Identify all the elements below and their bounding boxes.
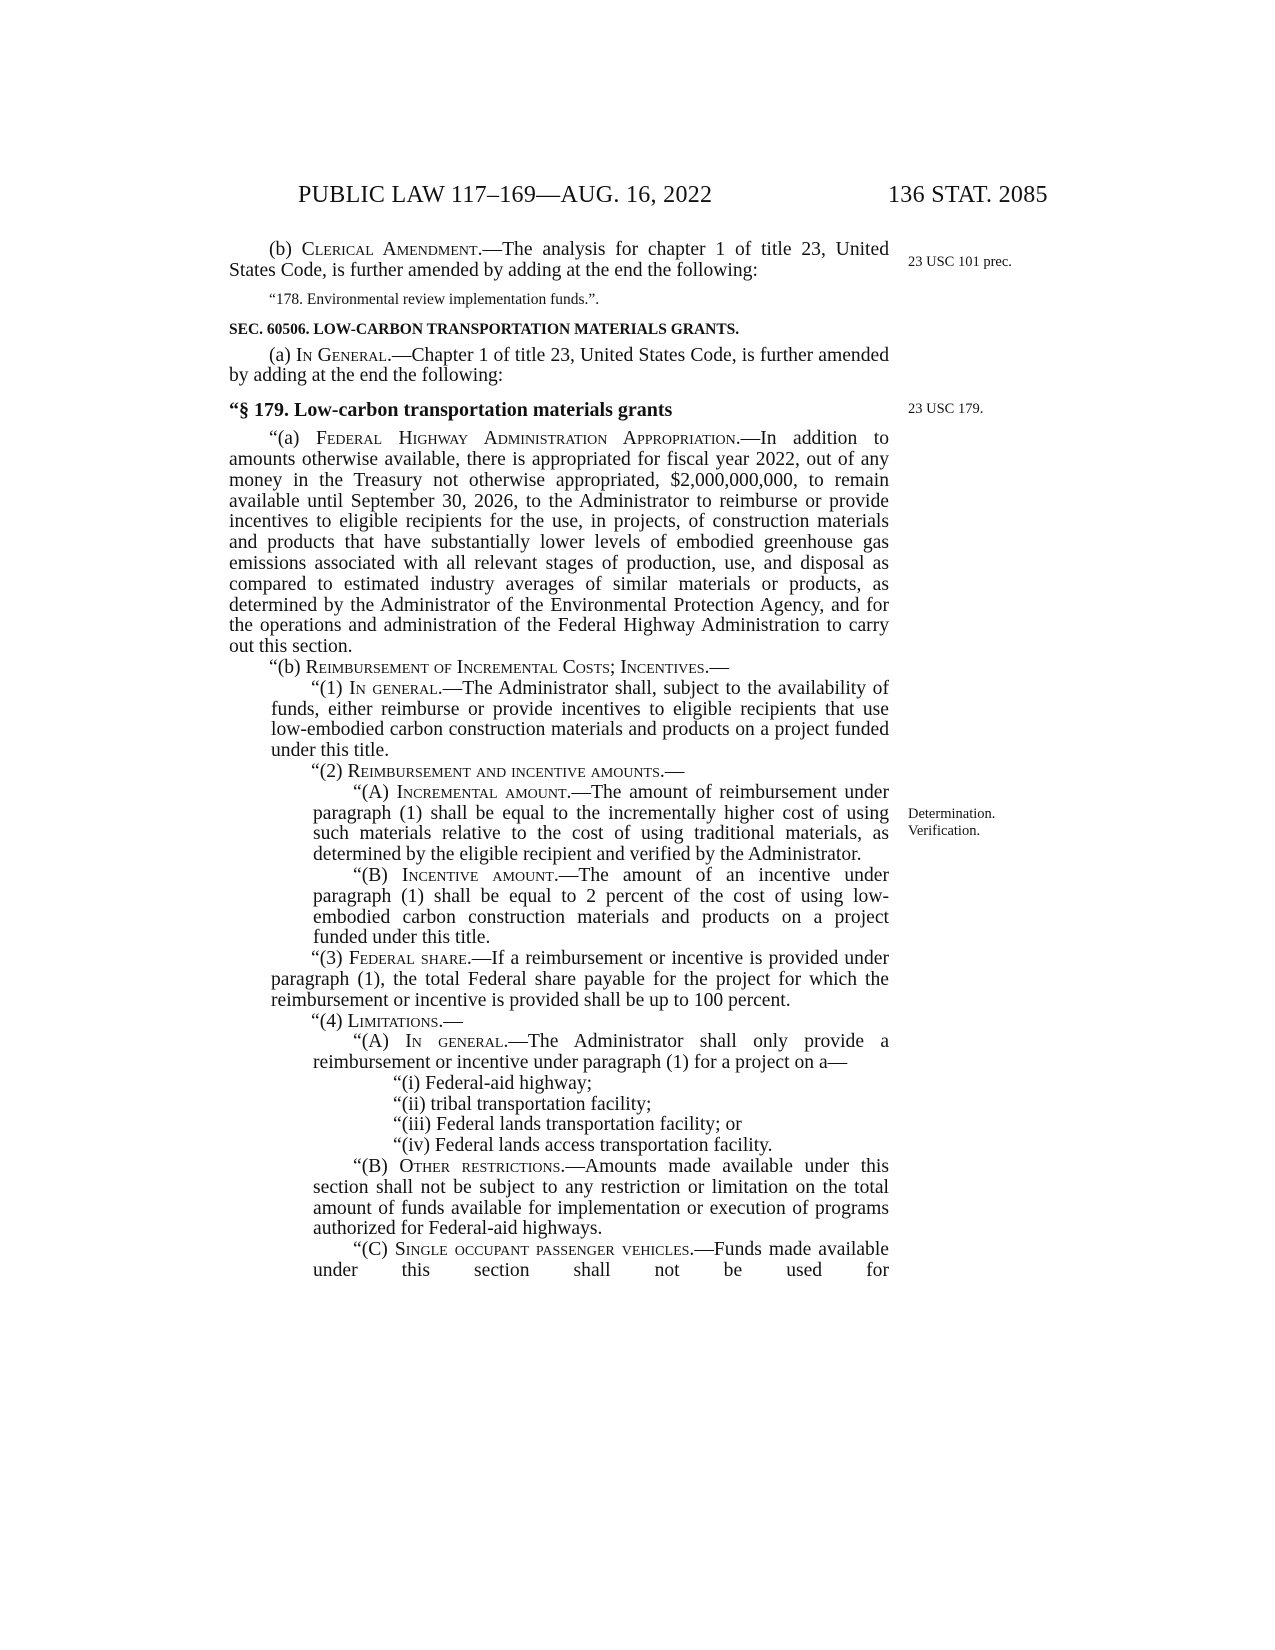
heading-caps: In general — [349, 677, 438, 699]
margin-note-line-determination: Determination. — [908, 806, 996, 822]
subparagraph-b2b: “(B) Incentive amount.—The amount of an incentive under paragraph (1) shall be equal to 2 percent of the cost of using low-embodied carbon construction materials and products on a project funded under this title. — [313, 864, 889, 949]
margin-note-usc-179: 23 USC 179. — [908, 401, 984, 417]
margin-note-usc-101: 23 USC 101 prec. — [908, 254, 1012, 270]
heading-caps: In general — [405, 1031, 504, 1053]
subsection-b: “(b) Reimbursement of Incremental Costs; Incentives.— — [269, 656, 730, 678]
clerical-amendment-paragraph: (b) Clerical Amendment.—The analysis for chapter 1 of title 23, United States Code, is further amended by adding at the end the following: — [229, 239, 889, 281]
subparagraph-b4b: “(B) Other restrictions.—Amounts made available under this section shall not be subject to any restriction or limitation on the total amount of funds available for implementation or execution of programs authorized for Federal-aid highways. — [313, 1156, 890, 1240]
analysis-item: “178. Environmental review implementation funds.”. — [269, 290, 600, 308]
clause-iii: “(iii) Federal lands transportation facility; or — [393, 1114, 742, 1136]
paragraph-b4: “(4) Limitations.— — [311, 1010, 463, 1032]
clause-i: “(i) Federal-aid highway; — [393, 1072, 593, 1094]
section-heading: SEC. 60506. LOW-CARBON TRANSPORTATION MATERIALS GRANTS. — [229, 320, 740, 338]
in-general-paragraph: (a) In General.—Chapter 1 of title 23, United States Code, is further amended by adding at the end the following: — [229, 344, 889, 387]
statute-page-number: 136 STAT. 2085 — [888, 182, 1048, 208]
heading-caps: Reimbursement of Incremental Costs; Incentives — [305, 656, 705, 678]
heading-caps: Reimbursement and incentive amounts — [347, 760, 660, 782]
paragraph-b2: “(2) Reimbursement and incentive amounts.— — [311, 760, 685, 782]
heading-caps: Limitations — [347, 1010, 439, 1032]
heading-caps: Incremental amount — [396, 781, 567, 803]
running-title: PUBLIC LAW 117–169—AUG. 16, 2022 — [298, 182, 713, 208]
clause-ii: “(ii) tribal transportation facility; — [393, 1093, 652, 1115]
heading-caps: Clerical Amendment — [301, 239, 478, 260]
heading-caps: Incentive amount — [401, 864, 554, 886]
margin-note-line-verification: Verification. — [908, 823, 981, 839]
heading-caps: Other restrictions — [399, 1156, 561, 1178]
page-header — [0, 182, 1275, 216]
margin-note-determination — [908, 806, 995, 840]
subparagraph-b4a: “(A) In general.—The Administrator shall only provide a reimbursement or incentive under paragraph (1) for a project on a— — [313, 1031, 890, 1074]
document-body — [229, 240, 889, 1282]
subparagraph-b4c: “(C) Single occupant passenger vehicles.—Funds made available under this section shall not be used for — [313, 1239, 889, 1282]
heading-caps: Federal Highway Administration Appropriation — [315, 428, 736, 450]
paragraph-b1: “(1) In general.—The Administrator shall, subject to the availability of funds, either reimburse or provide incentives to eligible recipients that use low-embodied carbon construction materials and products on a project funded under this title. — [271, 677, 889, 762]
heading-caps: In General — [295, 344, 387, 366]
section-179-heading: “§ 179. Low-carbon transportation materials grants — [229, 399, 673, 422]
paragraph-b3: “(3) Federal share.—If a reimbursement or incentive is provided under paragraph (1), the total Federal share payable for the project for which the reimbursement or incentive is provided shall be up to 100 percent. — [271, 948, 889, 1011]
heading-caps: Single occupant passenger vehicles — [394, 1239, 690, 1261]
clause-iv: “(iv) Federal lands access transportation facility. — [393, 1135, 773, 1157]
subparagraph-b2a: “(A) Incremental amount.—The amount of reimbursement under paragraph (1) shall be equal to the incrementally higher cost of using such materials relative to the cost of using traditional materials, as determined by the eligible recipient and verified by the Administrator. — [313, 781, 890, 866]
heading-caps: Federal share — [348, 948, 467, 970]
subsection-a: “(a) Federal Highway Administration Appropriation.—In addition to amounts otherwise available, there is appropriated for fiscal year 2022, out of any money in the Treasury not otherwise appropriated, $2,000,000,000, to remain available until September 30, 2026, to the Administrator to reimburse or provide incentives to eligible recipients for the use, in projects, of construction materials and products that have substantially lower levels of embodied greenhouse gas emissions associated with all relevant stages of production, use, and disposal as compared to estimated industry averages of similar materials or products, as determined by the Administrator of the Environmental Protection Agency, and for the operations and administration of the Federal Highway Administration to carry out this section. — [229, 428, 889, 658]
